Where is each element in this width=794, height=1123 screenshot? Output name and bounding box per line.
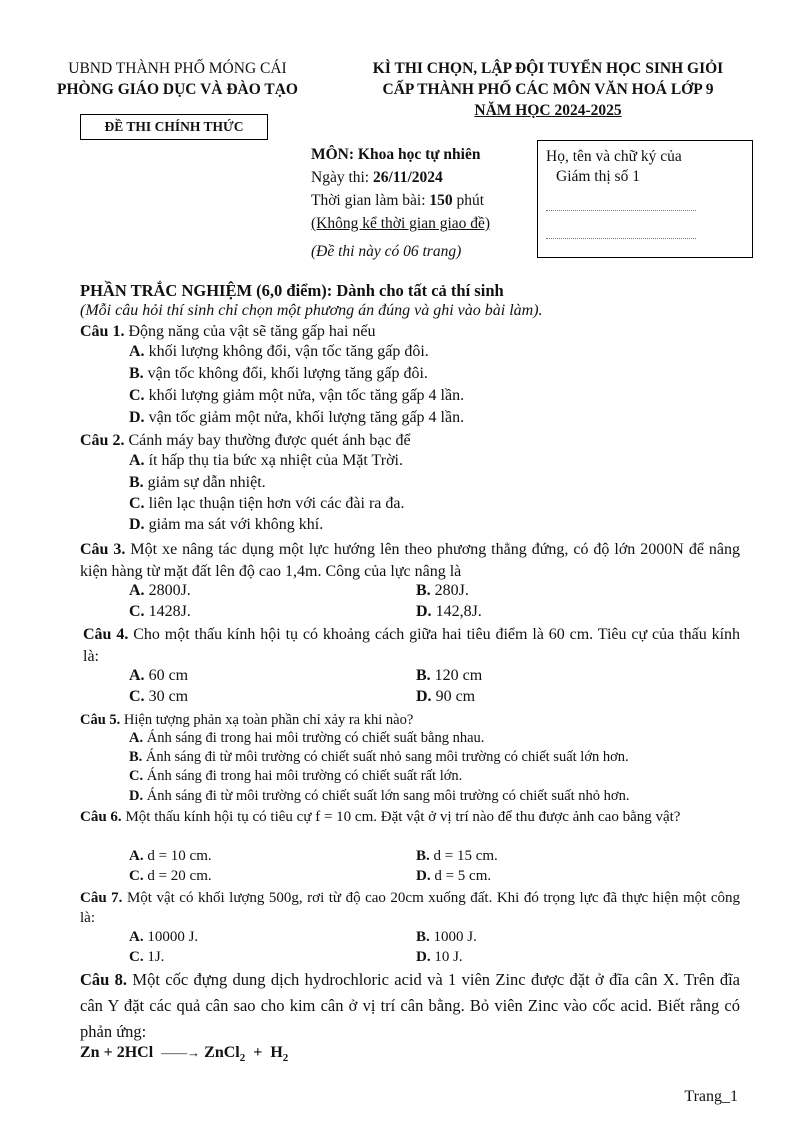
question-5-option-d: D. Ánh sáng đi từ môi trường có chiết suất lớn sang môi trường có chiết suất nhỏ hơn. <box>129 788 630 804</box>
question-5: Câu 5. Hiện tượng phản xạ toàn phần chỉ xảy ra khi nào? <box>80 712 414 728</box>
question-6-option-c: C. d = 20 cm. <box>129 868 212 884</box>
question-1-option-c: C. khối lượng giảm một nửa, vận tốc tăng gấp 4 lần. <box>129 387 465 404</box>
header-right <box>338 58 758 121</box>
time-note: (Không kể thời gian giao đề) <box>311 215 491 232</box>
question-7-option-b: B. 1000 J. <box>416 929 477 945</box>
question-3-option-b: B. 280J. <box>416 582 469 599</box>
question-5-option-b: B. Ánh sáng đi từ môi trường có chiết suất nhỏ sang môi trường có chiết suất lớn hơn. <box>129 749 629 765</box>
signature-label-line1: Họ, tên và chữ ký của <box>546 148 682 165</box>
question-4-option-c: C. 30 cm <box>129 688 189 705</box>
question-4: Câu 4. Cho một thấu kính hội tụ có khoảng cách giữa hai tiêu điểm là 60 cm. Tiêu cự của thấu kính là: <box>83 626 741 665</box>
exam-date: Ngày thi: 26/11/2024 <box>311 169 443 186</box>
question-7-option-d: D. 10 J. <box>416 949 463 965</box>
question-1-option-b: B. vận tốc không đổi, khối lượng tăng gấp đôi. <box>129 365 428 382</box>
question-2-option-c: C. liên lạc thuận tiện hơn với các đài ra đa. <box>129 495 405 512</box>
authority-name: UBND THÀNH PHỐ MÓNG CÁI <box>68 60 287 77</box>
section-instruction: (Mỗi câu hỏi thí sinh chỉ chọn một phương án đúng và ghi vào bài làm). <box>80 302 543 319</box>
exam-duration: Thời gian làm bài: 150 phút <box>311 192 485 209</box>
question-6-option-d: D. d = 5 cm. <box>416 868 492 884</box>
question-2-option-d: D. giảm ma sát với không khí. <box>129 516 324 533</box>
signature-label-line2: Giám thị số 1 <box>556 168 640 185</box>
exam-info <box>311 143 490 263</box>
question-5-option-a: A. Ánh sáng đi trong hai môi trường có chiết suất bằng nhau. <box>129 730 485 746</box>
question-2-option-a: A. ít hấp thụ tia bức xạ nhiệt của Mặt Trời. <box>129 452 403 469</box>
question-6-option-b: B. d = 15 cm. <box>416 848 498 864</box>
signature-line <box>546 237 696 239</box>
reaction-arrow: ——→ <box>161 1045 201 1060</box>
exam-title-line1: KÌ THI CHỌN, LẬP ĐỘI TUYỂN HỌC SINH GIỎI <box>372 60 724 77</box>
section-title: PHẦN TRẮC NGHIỆM (6,0 điểm): Dành cho tất cả thí sinh <box>80 281 504 300</box>
question-3-option-d: D. 142,8J. <box>416 603 482 620</box>
question-8: Câu 8. Một cốc đựng dung dịch hydrochloric acid và 1 viên Zinc được đặt ở đĩa cân X. Trên đĩa cân Y đặt các quả cân sao cho kim cân ở vị trí cân bằng. Bỏ viên Zinc vào cốc acid. Biết rằng có phản ứng: <box>80 970 740 1041</box>
question-3-option-a: A. 2800J. <box>129 582 191 599</box>
pages-note: (Đề thi này có 06 trang) <box>311 243 462 260</box>
exam-title-line2: CẤP THÀNH PHỐ CÁC MÔN VĂN HOÁ LỚP 9 <box>382 81 714 98</box>
question-3: Câu 3. Một xe nâng tác dụng một lực hướng lên theo phương thẳng đứng, có độ lớn 2000N để nâng kiện hàng từ mặt đất lên độ cao 1,4m. Công của lực nâng là <box>80 541 740 580</box>
question-4-option-d: D. 90 cm <box>416 688 476 705</box>
question-3-option-c: C. 1428J. <box>129 603 191 620</box>
school-year: NĂM HỌC 2024-2025 <box>474 102 622 119</box>
question-7: Câu 7. Một vật có khối lượng 500g, rơi từ độ cao 20cm xuống đất. Khi đó trọng lực đã thực hiện một công là: <box>80 890 740 926</box>
question-1: Câu 1. Động năng của vật sẽ tăng gấp hai nếu <box>80 323 376 340</box>
header-left <box>40 58 315 100</box>
question-1-option-a: A. khối lượng không đổi, vận tốc tăng gấp đôi. <box>129 343 429 360</box>
question-4-option-a: A. 60 cm <box>129 667 189 684</box>
question-7-option-c: C. 1J. <box>129 949 165 965</box>
question-2: Câu 2. Cánh máy bay thường được quét ánh bạc để <box>80 432 411 449</box>
subject-label: MÔN: Khoa học tự nhiên <box>311 146 481 163</box>
department-name: PHÒNG GIÁO DỤC VÀ ĐÀO TẠO <box>57 81 298 98</box>
page-number: Trang_1 <box>684 1088 738 1105</box>
question-6: Câu 6. Một thấu kính hội tụ có tiêu cự f = 10 cm. Đặt vật ở vị trí nào để thu được ảnh cao bằng vật? <box>80 809 681 825</box>
question-7-option-a: A. 10000 J. <box>129 929 199 945</box>
question-2-option-b: B. giảm sự dẫn nhiệt. <box>129 474 266 491</box>
reaction-equation: Zn + 2HCl ——→ ZnCl$_2$ + $H_2$ <box>80 1044 289 1065</box>
question-6-option-a: A. d = 10 cm. <box>129 848 212 864</box>
signature-line <box>546 209 696 211</box>
question-4-option-b: B. 120 cm <box>416 667 483 684</box>
proctor-signature-box <box>537 140 753 258</box>
question-5-option-c: C. Ánh sáng đi trong hai môi trường có chiết suất rất lớn. <box>129 768 463 784</box>
official-exam-badge: ĐỀ THI CHÍNH THỨC <box>80 114 268 140</box>
question-1-option-d: D. vận tốc giảm một nửa, khối lượng tăng gấp 4 lần. <box>129 409 465 426</box>
